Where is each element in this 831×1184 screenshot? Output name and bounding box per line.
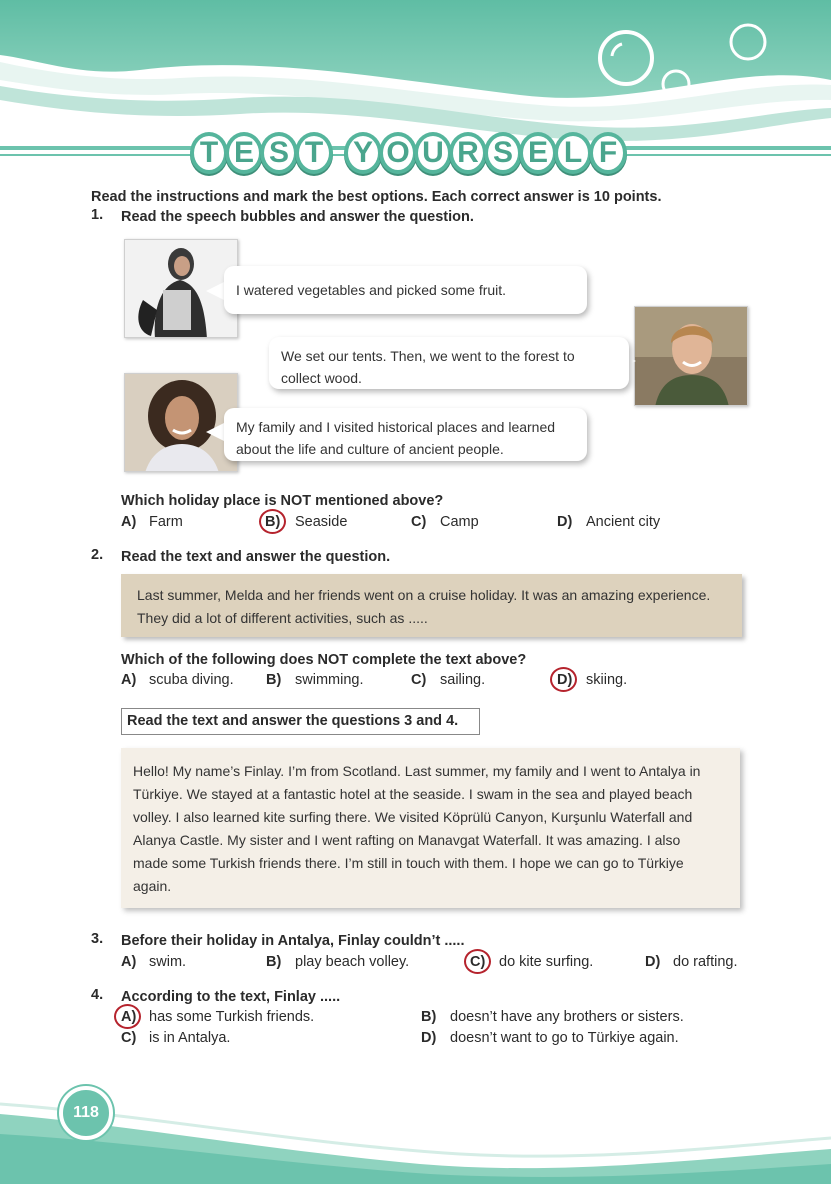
option-text[interactable]: scuba diving.	[149, 672, 234, 688]
q1-question: Which holiday place is NOT mentioned above?	[121, 493, 444, 509]
speech-bubble	[224, 266, 587, 314]
q4-question: According to the text, Finlay .....	[121, 989, 341, 1005]
option-text[interactable]: Ancient city	[586, 514, 661, 530]
speech-bubble	[269, 337, 629, 389]
reading-line: Hello! My name’s Finlay. I’m from Scotland. Last summer, my family and I went to Antalya in	[133, 763, 701, 779]
option-text[interactable]: Seaside	[295, 514, 348, 530]
option-letter[interactable]: A)	[121, 514, 137, 530]
page-title	[0, 125, 831, 180]
boy-photo	[634, 306, 748, 406]
q1-prompt: Read the speech bubbles and answer the question.	[121, 209, 474, 225]
option-text[interactable]: has some Turkish friends.	[149, 1009, 315, 1025]
option-text[interactable]: Farm	[149, 514, 183, 530]
title-letter: E	[225, 132, 263, 174]
option-letter[interactable]: D)	[645, 954, 661, 970]
title-letter: F	[589, 132, 627, 174]
option-text[interactable]: do rafting.	[673, 954, 738, 970]
option-text[interactable]: swim.	[149, 954, 187, 970]
option-letter[interactable]: B)	[421, 1009, 437, 1025]
option-letter[interactable]: D)	[557, 514, 573, 530]
option-letter[interactable]: C)	[470, 954, 486, 970]
footer-wave-decoration	[0, 1054, 831, 1184]
option-letter[interactable]: B)	[266, 672, 282, 688]
q2-text-box	[121, 574, 742, 637]
option-text[interactable]: is in Antalya.	[149, 1030, 231, 1046]
reading-line: made some Turkish friends there. I’m still in touch with them. I hope we can go to Türkiye	[133, 855, 684, 871]
speech-bubble	[224, 408, 587, 461]
reading-line: Alanya Castle. My sister and I went rafting on Manavgat Waterfall. It was amazing. I also	[133, 832, 681, 848]
title-letter: T	[295, 132, 333, 174]
question-number: 3.	[91, 931, 104, 947]
option-text[interactable]: swimming.	[295, 672, 364, 688]
option-text[interactable]: sailing.	[440, 672, 486, 688]
speech-bubble-text: about the life and culture of ancient people.	[236, 441, 504, 457]
option-text[interactable]: doesn’t want to go to Türkiye again.	[450, 1030, 679, 1046]
option-text[interactable]: play beach volley.	[295, 954, 410, 970]
speech-bubble-text: My family and I visited historical places and learned	[236, 419, 556, 435]
title-letter: S	[484, 132, 522, 174]
title-letter: R	[449, 132, 487, 174]
option-letter[interactable]: C)	[411, 514, 427, 530]
question-number: 4.	[91, 987, 104, 1003]
reading-line: Türkiye. We stayed at a fantastic hotel at the seaside. I swam in the sea and played beach	[133, 786, 693, 802]
option-letter[interactable]: A)	[121, 954, 137, 970]
option-letter[interactable]: D)	[557, 672, 573, 688]
q2-text-line: Last summer, Melda and her friends went on a cruise holiday. It was an amazing experience.	[137, 587, 711, 603]
title-letter: E	[519, 132, 557, 174]
speech-bubble-text: collect wood.	[281, 370, 362, 386]
reading-instruction-box: Read the text and answer the questions 3 and 4.	[121, 708, 480, 735]
option-letter[interactable]: C)	[121, 1030, 137, 1046]
title-letter: S	[260, 132, 298, 174]
question-number: 1.	[91, 207, 104, 223]
q3-question: Before their holiday in Antalya, Finlay couldn’t .....	[121, 933, 465, 949]
title-letter: L	[554, 132, 592, 174]
speech-bubble-text: We set our tents. Then, we went to the forest to	[281, 348, 575, 364]
option-letter[interactable]: B)	[266, 954, 282, 970]
question-number: 2.	[91, 547, 104, 563]
q2-question: Which of the following does NOT complete the text above?	[121, 652, 527, 668]
title-letter: O	[379, 132, 417, 174]
q2-prompt: Read the text and answer the question.	[121, 549, 391, 565]
title-letter: T	[190, 132, 228, 174]
option-text[interactable]: do kite surfing.	[499, 954, 594, 970]
option-letter[interactable]: D)	[421, 1030, 437, 1046]
speech-bubble-text: I watered vegetables and picked some fruit.	[236, 282, 507, 298]
title-letter: U	[414, 132, 452, 174]
page-number-badge	[59, 1086, 113, 1140]
option-letter[interactable]: C)	[411, 672, 427, 688]
title-letter: Y	[344, 132, 382, 174]
option-letter[interactable]: A)	[121, 1009, 137, 1025]
instructions-text: Read the instructions and mark the best options. Each correct answer is 10 points.	[91, 189, 662, 205]
option-text[interactable]: skiing.	[586, 672, 628, 688]
option-text[interactable]: Camp	[440, 514, 479, 530]
reading-line: again.	[133, 878, 172, 894]
reading-passage	[121, 748, 740, 908]
option-text[interactable]: doesn’t have any brothers or sisters.	[450, 1009, 684, 1025]
page-number: 118	[73, 1104, 99, 1121]
option-letter[interactable]: B)	[265, 514, 281, 530]
option-letter[interactable]: A)	[121, 672, 137, 688]
reading-line: volley. I also learned kite surfing there. We visited Köprülü Canyon, Kurşunlu Waterfall and	[133, 809, 693, 825]
q2-text-line: They did a lot of different activities, such as .....	[137, 610, 428, 626]
